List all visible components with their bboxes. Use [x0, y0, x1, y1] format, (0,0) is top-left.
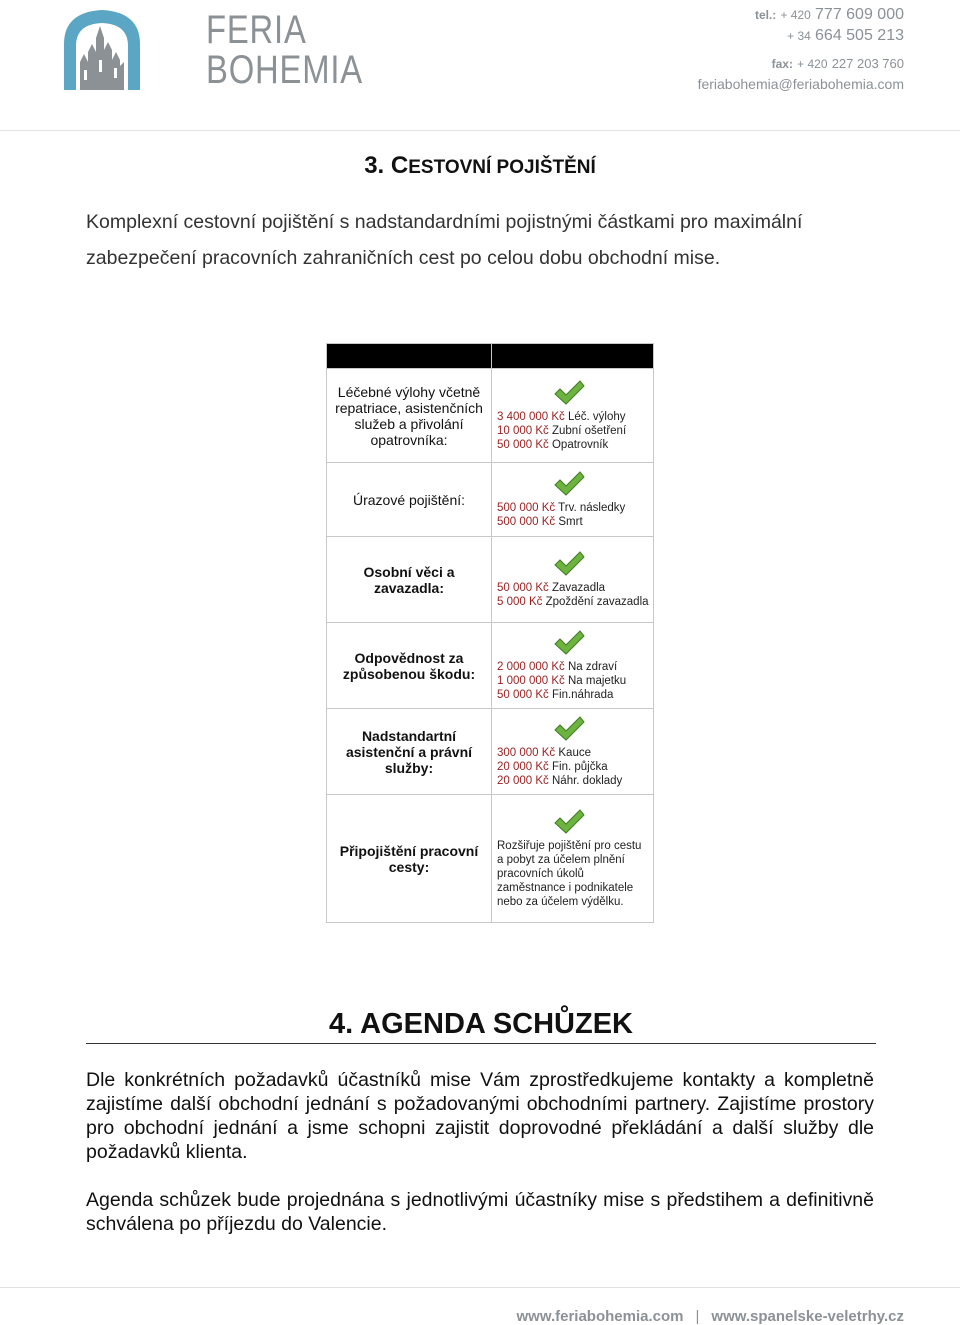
table-row	[327, 537, 654, 623]
brand-line-1: FERIA	[206, 8, 307, 52]
coverage-line: 3 400 000 Kč Léč. výlohy	[497, 410, 626, 423]
footer-links	[517, 1308, 905, 1325]
brand-name	[206, 10, 363, 90]
section-3-title-initial: C	[390, 152, 409, 179]
coverage-line: 5 000 Kč Zpoždění zavazadla	[497, 595, 649, 608]
section-3-title	[0, 152, 960, 180]
phone-line-2	[698, 25, 904, 46]
table-row	[327, 709, 654, 795]
brand-line-2: BOHEMIA	[206, 48, 364, 92]
row-value	[492, 463, 654, 537]
table-header-row	[327, 344, 654, 369]
section-4-paragraph-2: Agenda schůzek bude projednána s jednotlivými účastníky mise s předstihem a definitivně schválena po příjezdu do Valencie.	[86, 1189, 874, 1235]
phone-line-1	[698, 4, 904, 25]
table-header-cell-value	[492, 344, 654, 369]
row-value	[492, 623, 654, 709]
row-value	[492, 369, 654, 463]
coverage-description: Rozšiřuje pojištění pro cestu a pobyt za účelem plnění pracovních úkolů zaměstnance i podnikatele nebo za účelem výdělku.	[497, 839, 642, 908]
checkmark-icon	[553, 471, 585, 497]
row-value	[492, 709, 654, 795]
footer-link-feriabohemia[interactable]: www.feriabohemia.com	[516, 1308, 684, 1325]
fax-line	[698, 53, 904, 74]
row-label: Odpovědnost za způsobenou škodu:	[327, 623, 492, 709]
coverage-line: 50 000 Kč Zavazadla	[497, 581, 606, 594]
row-value	[492, 537, 654, 623]
checkmark-icon	[553, 809, 585, 835]
section-4-paragraph-1: Dle konkrétních požadavků účastníků mise Vám zprostředkujeme kontakty a kompletně zajistíme další obchodní jednání s požadovanými obchodními partnery. Zajistíme prostory pro obchodní jednání a jsme schopni zajistit doprovodné překládání a další služby dle požadavků klienta.	[86, 1069, 874, 1163]
page-header	[0, 0, 960, 131]
insurance-table	[326, 343, 654, 923]
checkmark-icon	[553, 716, 585, 742]
contact-block	[698, 4, 904, 95]
row-label: Léčebné výlohy včetně repatriace, asistenčních služeb a přivolání opatrovníka:	[327, 369, 492, 463]
section-3-number: 3.	[364, 152, 385, 179]
row-label: Úrazové pojištění:	[327, 463, 492, 537]
tel-label: tel.:	[754, 8, 777, 22]
row-value	[492, 795, 654, 923]
footer-separator: |	[695, 1308, 700, 1325]
table-row	[327, 463, 654, 537]
tel-prefix-2: + 34	[787, 29, 811, 43]
prague-castle-logo-icon	[54, 4, 150, 96]
footer-link-spanelske-veletrhy[interactable]: www.spanelske-veletrhy.cz	[711, 1308, 904, 1325]
checkmark-icon	[553, 380, 585, 406]
coverage-line: 500 000 Kč Trv. následky	[497, 501, 626, 514]
coverage-line: 1 000 000 Kč Na majetku	[497, 674, 627, 687]
fax-prefix: + 420	[797, 57, 828, 71]
email-link[interactable]: feriabohemia@feriabohemia.com	[697, 76, 904, 92]
section-3-title-rest: ESTOVNÍ POJIŠTĚNÍ	[408, 157, 596, 178]
section-4-title: 4. AGENDA SCHŮZEK	[86, 1008, 876, 1044]
coverage-line: 20 000 Kč Fin. půjčka	[497, 760, 608, 773]
table-row	[327, 795, 654, 923]
checkmark-icon	[553, 630, 585, 656]
row-label: Nadstandartní asistenční a právní služby:	[327, 709, 492, 795]
page-footer	[0, 1287, 960, 1325]
coverage-line: 300 000 Kč Kauce	[497, 746, 591, 759]
fax-number: 227 203 760	[831, 56, 904, 71]
coverage-line: 50 000 Kč Fin.náhrada	[497, 688, 614, 701]
coverage-line: 500 000 Kč Smrt	[497, 515, 583, 528]
table-row	[327, 369, 654, 463]
tel-prefix-1: + 420	[780, 8, 811, 22]
coverage-line: 2 000 000 Kč Na zdraví	[497, 660, 618, 673]
feria-bohemia-logo	[54, 4, 364, 96]
row-label: Osobní věci a zavazadla:	[327, 537, 492, 623]
coverage-line: 20 000 Kč Náhr. doklady	[497, 774, 623, 787]
section-3-intro: Komplexní cestovní pojištění s nadstandardními pojistnými částkami pro maximální zabezpečení pracovních zahraničních cest po celou dobu obchodní mise.	[86, 211, 803, 269]
tel-number-1: 777 609 000	[815, 6, 904, 23]
row-label: Připojištění pracovní cesty:	[327, 795, 492, 923]
coverage-line: 50 000 Kč Opatrovník	[497, 438, 609, 451]
fax-label: fax:	[771, 57, 793, 71]
tel-number-2: 664 505 213	[815, 27, 904, 44]
table-header-cell-label	[327, 344, 492, 369]
table-row	[327, 623, 654, 709]
coverage-line: 10 000 Kč Zubní ošetření	[497, 424, 627, 437]
checkmark-icon	[553, 551, 585, 577]
